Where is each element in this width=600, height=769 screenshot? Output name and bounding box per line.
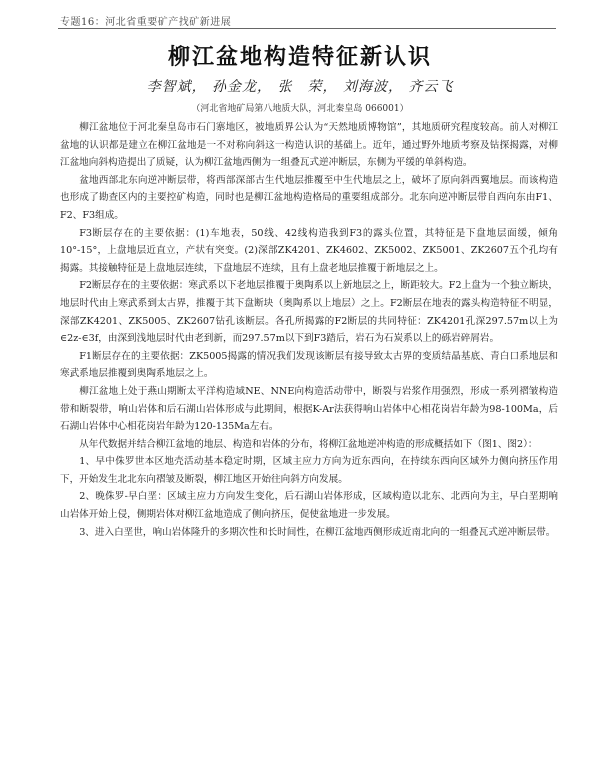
paragraph: 2、晚侏罗-早白垩：区域主应力方向发生变化，后石湖山岩体形成，区域构造以北东、北西向为主，早白垩期响山岩体开始上侵，侧期岩体对柳江盆地造成了侧向挤压，促使盆地进一步发展。	[60, 491, 558, 521]
header-rule	[58, 28, 556, 29]
affiliation: （河北省地矿局第八地质大队，河北秦皇岛 066001）	[191, 104, 409, 114]
paragraph: 从年代数据并结合柳江盆地的地层、构造和岩体的分布，将柳江盆地逆冲构造的形成概括如下（图1、图2）：	[79, 438, 538, 450]
paragraph: 1、早中侏罗世本区地壳活动基本稳定时期，区域主应力方向为近东西向，在持续东西向区域外力侧向挤压作用下，开始发生北北东向褶皱及断裂，柳江地区开始往向斜方向发展。	[60, 456, 558, 485]
paragraph: F1断层存在的主要依据：ZK5005揭露的情况我们发现该断层有接导致太古界的变质结晶基底、青白口系地层和寒武系地层推覆到奥陶系地层之上。	[60, 350, 558, 380]
paragraph: 柳江盆地位于河北秦皇岛市石门寨地区，被地质界公认为“天然地质博物馆”，其地质研究程度较高。前人对柳江盆地的认识都是建立在柳江盆地是一不对称向斜这一构造认识的基础上。近年，通过野外地质考察及钻探揭露，对柳江盆地向斜构造提出了质疑，认为柳江盆地西侧为一组叠瓦式逆冲断层，东侧为平缓的单斜构造。	[60, 122, 558, 169]
paragraph: F2断层存在的主要依据：寒武系以下老地层推覆于奥陶系以上新地层之上，断距较大。F2上盘为一个独立断块，地层时代由上寒武系到太古界，推覆于其下盘断块（奥陶系以上地层）之上。F2断层在地表的露头构造特征不明显，深部ZK4201、ZK5005、ZK2607钻孔该断层。各孔所揭露的F2断层的共同特征：ZK4201孔深297.57m以上为∈2z-∈3f，由深到浅地层时代由老到新，而297.57m以下到F3踏后，岩石为石炭系以上的砾岩碎屑岩。	[60, 280, 558, 345]
paragraph: F3断层存在的主要依据：(1)车地表，50线、42线构造我到F3的露头位置，其特征是下盘地层面缓，倾角10°-15°，上盘地层近直立，产状有突变。(2)深部ZK4201、ZK4602、ZK5002、ZK5001、ZK2607五个孔均有揭露。其接触特征是上盘地层连续，下盘地层不连续，且有上盘老地层推覆于新地层之上。	[60, 227, 558, 274]
running-header: 专题16：河北省重要矿产找矿新进展	[60, 17, 232, 28]
paper-title: 柳江盆地构造特征新认识	[167, 45, 432, 70]
author-name: 李智斌	[146, 79, 192, 95]
author-name: 孙金龙	[212, 79, 258, 95]
paragraph: 盆地西部北东向逆冲断层带，将西部深部古生代地层推覆至中生代地层之上，破坏了原向斜西翼地层。而该构造也形成了勘查区内的主要控矿构造，同时也是柳江盆地构造格局的重要组成部分。北东向逆冲断层带自西向东由F1、F2、F3组成。	[60, 174, 558, 221]
author-name: 刘海波	[342, 79, 388, 95]
author-name: 张 荣	[277, 79, 323, 95]
author-name: 齐云飞	[408, 79, 454, 95]
author-list: 李智斌， 孙金龙， 张 荣， 刘海波， 齐云飞	[146, 79, 454, 95]
paragraph: 3、进入白垩世，响山岩体隆升的多期次性和长时间性，在柳江盆地西侧形成近南北向的一组叠瓦式逆冲断层带。	[79, 526, 556, 538]
body-text	[60, 119, 558, 541]
paragraph: 柳江盆地上处于燕山期断太平洋构造域NE、NNE向构造活动带中，断裂与岩浆作用强烈，形成一系列褶皱构造带和断裂带，响山岩体和后石湖山岩体形成与此期间，根据K-Ar法获得响山岩体中心相花岗岩年龄为98-100Ma，后石湖山岩体中心相花岗岩年龄为120-135Ma左右。	[60, 385, 558, 433]
